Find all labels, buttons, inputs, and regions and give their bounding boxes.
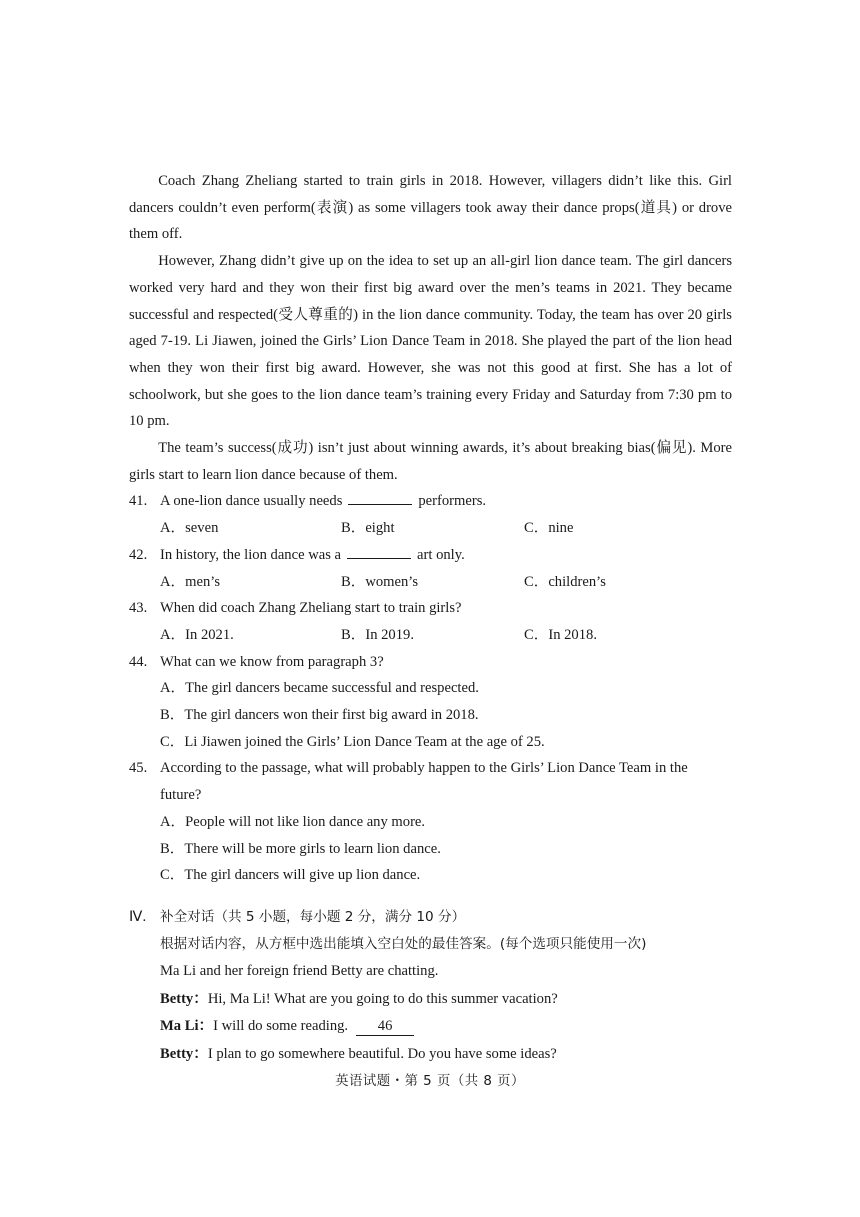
- option-c[interactable]: C．Li Jiawen joined the Girls’ Lion Dance Team at the age of 25.: [160, 733, 545, 750]
- question-text-end: art only.: [417, 546, 465, 563]
- page-footer: 英语试题・第 5 页（共 8 页）: [335, 1074, 525, 1089]
- option-a[interactable]: A．In 2021.: [160, 626, 234, 643]
- option-a[interactable]: A．men’s: [160, 573, 220, 590]
- dialogue-line: [129, 1013, 732, 1041]
- dialogue-intro: Ma Li and her foreign friend Betty are chatting.: [160, 963, 439, 980]
- question-number: 44.: [129, 653, 148, 670]
- options-42: [129, 569, 732, 596]
- question-text: In history, the lion dance was a: [160, 546, 342, 563]
- question-number: 42.: [129, 546, 148, 563]
- option-c[interactable]: C．In 2018.: [524, 626, 597, 643]
- options-41: [129, 515, 732, 542]
- option-b[interactable]: B．There will be more girls to learn lion dance.: [160, 840, 441, 857]
- option-a[interactable]: A．seven: [160, 520, 219, 537]
- option-a[interactable]: A．People will not like lion dance any more.: [160, 813, 426, 830]
- answer-blank[interactable]: [348, 490, 412, 505]
- question-text: A one-lion dance usually needs: [160, 493, 343, 510]
- option-b[interactable]: B．In 2019.: [341, 626, 414, 643]
- question-45: [129, 755, 732, 808]
- dialogue-line: [129, 1041, 732, 1069]
- dialogue-text: I plan to go somewhere beautiful. Do you have some ideas?: [207, 1045, 557, 1062]
- dialogue-line: [129, 986, 732, 1014]
- section-instruction: 根据对话内容，从方框中选出能填入空白处的最佳答案。(每个选项只能使用一次): [160, 935, 647, 952]
- passage-paragraph-2: However, Zhang didn’t give up on the idea to set up an all-girl lion dance team. The girl dancers worked very hard and they won their first big award over the men’s teams in 2021. They became successful and respected(受人尊重的) in the lion dance community. Today, the team has over 20 girls aged 7-19. Li Jiawen, joined the Girls’ Lion Dance Team in 2018. She played the part of the lion head when they won their first big award. However, she was not this good at first. She has a lot of schoolwork, but she goes to the lion dance team’s training every Friday and Saturday from 7:30 pm to 10 pm.: [129, 253, 732, 430]
- option-c[interactable]: C．children’s: [524, 573, 606, 590]
- question-number: 41.: [129, 493, 148, 510]
- option-c[interactable]: C．The girl dancers will give up lion dance.: [160, 867, 421, 884]
- answer-blank-46[interactable]: 46: [356, 1017, 414, 1036]
- question-number: 45.: [129, 760, 148, 777]
- page-content: [129, 168, 732, 1068]
- section-4: [129, 903, 732, 1069]
- question-text: What can we know from paragraph 3?: [160, 653, 384, 670]
- section-number: Ⅳ.: [129, 908, 147, 925]
- passage-paragraph-3: The team’s success(成功) isn’t just about winning awards, it’s about breaking bias(偏见). More girls start to learn lion dance because of them.: [129, 440, 732, 483]
- dialogue-text: Hi, Ma Li! What are you going to do this summer vacation?: [207, 990, 558, 1007]
- option-b[interactable]: B．eight: [341, 520, 395, 537]
- option-b[interactable]: B．women’s: [341, 573, 419, 590]
- passage-paragraph-1: Coach Zhang Zheliang started to train girls in 2018. However, villagers didn’t like this. Girl dancers couldn’t even perform(表演) as some villagers took away their dance props(道具) or drove them off.: [129, 173, 732, 243]
- question-text: According to the passage, what will probably happen to the Girls’ Lion Dance Team in the future?: [160, 760, 688, 804]
- speaker-name: Betty：: [160, 1045, 208, 1062]
- question-43: [129, 595, 732, 622]
- dialogue-text: I will do some reading.: [213, 1018, 349, 1035]
- question-text-end: performers.: [418, 493, 487, 510]
- speaker-name: Betty：: [160, 990, 208, 1007]
- speaker-name: Ma Li：: [160, 1018, 214, 1035]
- question-42: [129, 542, 732, 569]
- option-b[interactable]: B．The girl dancers won their first big award in 2018.: [160, 707, 479, 724]
- question-44: [129, 649, 732, 676]
- options-43: [129, 622, 732, 649]
- answer-blank[interactable]: [347, 544, 411, 559]
- reading-passage: [129, 168, 732, 488]
- section-title: 补全对话（共 5 小题，每小题 2 分，满分 10 分）: [160, 908, 466, 925]
- option-c[interactable]: C．nine: [524, 520, 574, 537]
- question-number: 43.: [129, 600, 148, 617]
- question-text: When did coach Zhang Zheliang start to train girls?: [160, 600, 462, 617]
- option-a[interactable]: A．The girl dancers became successful and respected.: [160, 680, 479, 697]
- section-heading: [129, 903, 732, 931]
- question-41: [129, 488, 732, 515]
